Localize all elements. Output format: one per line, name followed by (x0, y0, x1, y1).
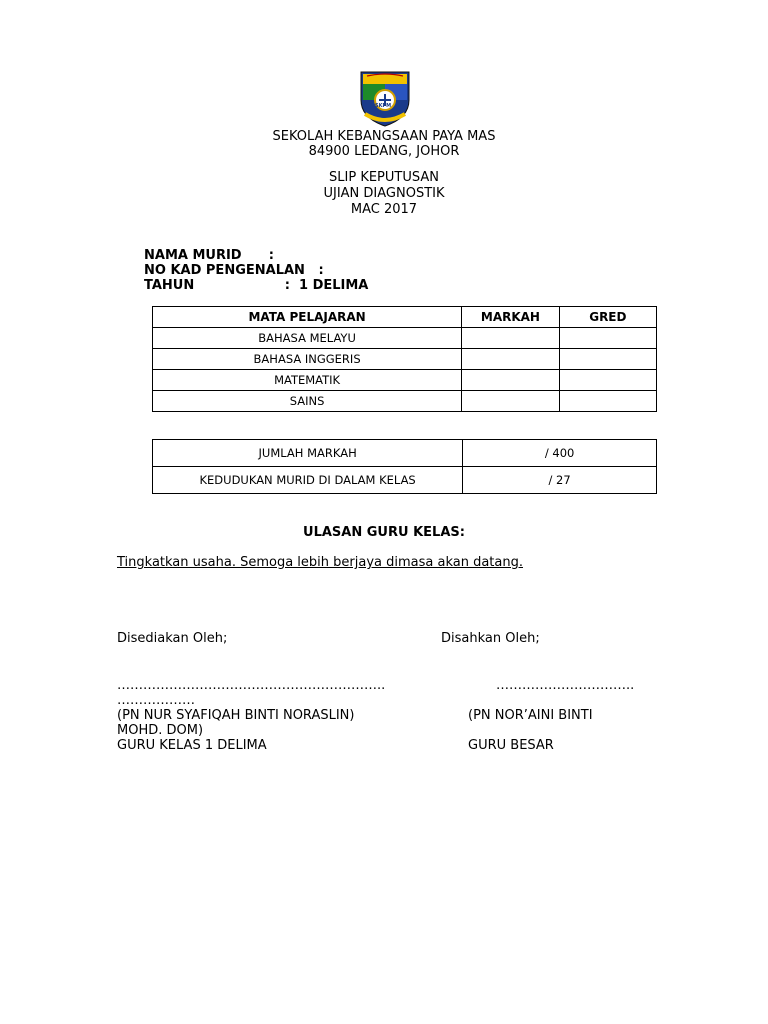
grade-cell (559, 328, 656, 349)
results-header-row (153, 307, 657, 328)
school-address: 84900 LEDANG, JOHOR (308, 144, 460, 159)
grade-cell (559, 391, 656, 412)
table-row (153, 391, 657, 412)
school-name: SEKOLAH KEBANGSAAN PAYA MAS (272, 129, 496, 144)
remarks-text: Tingkatkan usaha. Semoga lebih berjaya dimasa akan datang. (117, 555, 523, 570)
remarks-heading: ULASAN GURU KELAS: (303, 525, 465, 540)
signature-line-right: ………………………….. (496, 678, 635, 693)
crest-text: SKPM (375, 103, 392, 109)
marks-cell (462, 370, 560, 391)
headmaster-name: (PN NOR’AINI BINTI (468, 708, 593, 723)
headmaster-role: GURU BESAR (468, 738, 554, 753)
exam-date: MAC 2017 (350, 202, 418, 217)
approved-by-label: Disahkan Oleh; (441, 631, 540, 646)
signature-line-left: …………………………………………………….. (117, 678, 386, 693)
table-row (153, 370, 657, 391)
class-teacher-name: (PN NUR SYAFIQAH BINTI NORASLIN) (117, 708, 355, 723)
headmaster-name-wrap: MOHD. DOM) (117, 723, 204, 738)
col-header-subject: MATA PELAJARAN (153, 307, 462, 328)
subject-cell: MATEMATIK (153, 370, 462, 391)
summary-value-cell: / 400 (463, 440, 657, 467)
school-crest-icon (357, 70, 413, 128)
table-row (153, 349, 657, 370)
signature-line-wrap: ……………… (117, 693, 195, 708)
col-header-grade: GRED (559, 307, 656, 328)
marks-cell (462, 349, 560, 370)
subject-cell: SAINS (153, 391, 462, 412)
marks-cell (462, 391, 560, 412)
table-row (153, 467, 657, 494)
subject-cell: BAHASA INGGERIS (153, 349, 462, 370)
summary-table (152, 439, 657, 494)
prepared-by-label: Disediakan Oleh; (117, 631, 228, 646)
summary-label-cell: JUMLAH MARKAH (153, 440, 463, 467)
marks-cell (462, 328, 560, 349)
student-year-label: TAHUN : 1 DELIMA (144, 278, 369, 293)
subject-cell: BAHASA MELAYU (153, 328, 462, 349)
summary-value-cell: / 27 (463, 467, 657, 494)
student-ic-label: NO KAD PENGENALAN : (144, 263, 324, 278)
summary-label-cell: KEDUDUKAN MURID DI DALAM KELAS (153, 467, 463, 494)
col-header-marks: MARKAH (462, 307, 560, 328)
table-row (153, 440, 657, 467)
grade-cell (559, 349, 656, 370)
class-teacher-role: GURU KELAS 1 DELIMA (117, 738, 267, 753)
results-table (152, 306, 657, 412)
grade-cell (559, 370, 656, 391)
slip-title: SLIP KEPUTUSAN (329, 170, 439, 185)
exam-title: UJIAN DIAGNOSTIK (323, 186, 445, 201)
table-row (153, 328, 657, 349)
student-name-label: NAMA MURID : (144, 248, 274, 263)
